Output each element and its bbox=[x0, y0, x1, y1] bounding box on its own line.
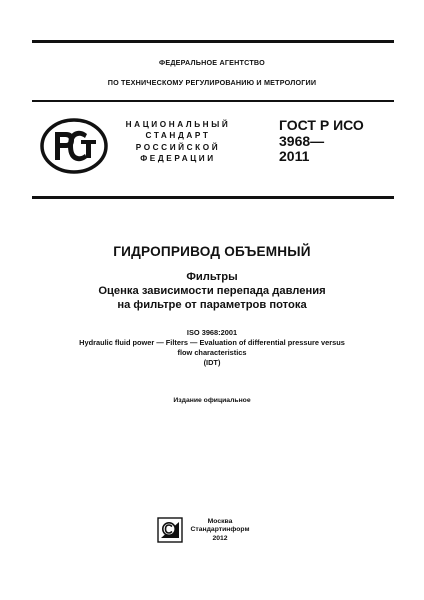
publisher-info bbox=[188, 518, 252, 543]
edition-note: Издание официальное bbox=[173, 397, 251, 404]
document-subtitle bbox=[0, 270, 424, 312]
document-title: ГИДРОПРИВОД ОБЪЕМНЫЙ bbox=[113, 244, 311, 259]
rst-certification-mark-icon bbox=[40, 118, 108, 174]
national-standard-line-1: НАЦИОНАЛЬНЫЙ bbox=[125, 120, 231, 129]
subtitle-line-1: Фильтры bbox=[186, 271, 238, 283]
subtitle-line-3: на фильтре от параметров потока bbox=[117, 299, 307, 311]
publisher-city: Москва bbox=[207, 518, 233, 525]
designation-line-2: 3968— bbox=[279, 132, 325, 149]
standard-designation bbox=[279, 118, 364, 165]
national-standard-block bbox=[118, 119, 238, 165]
agency-line-2: ПО ТЕХНИЧЕСКОМУ РЕГУЛИРОВАНИЮ И МЕТРОЛОГИИ bbox=[107, 78, 317, 87]
iso-title-line-1: Hydraulic fluid power — Filters — Evaluation of differential pressure versus bbox=[79, 338, 345, 347]
iso-reference bbox=[0, 328, 424, 368]
agency-line-1: ФЕДЕРАЛЬНОЕ АГЕНТСТВО bbox=[159, 58, 265, 67]
national-standard-line-2: СТАНДАРТ bbox=[145, 131, 211, 141]
middle-rule bbox=[32, 100, 394, 102]
publisher-name: Стандартинформ bbox=[190, 526, 250, 534]
publisher-year: 2012 bbox=[212, 534, 228, 542]
top-rule bbox=[32, 40, 394, 43]
bottom-rule bbox=[32, 196, 394, 199]
subtitle-line-2: Оценка зависимости перепада давления bbox=[98, 285, 326, 297]
iso-title-line-2: flow characteristics bbox=[177, 348, 247, 357]
designation-line-3: 2011 bbox=[279, 148, 310, 164]
iso-number: ISO 3968:2001 bbox=[186, 328, 238, 337]
national-standard-line-3: РОССИЙСКОЙ bbox=[135, 142, 221, 152]
designation-line-1: ГОСТ Р ИСО bbox=[279, 117, 364, 133]
iso-identity: (IDT) bbox=[203, 358, 221, 367]
standartinform-logo-icon bbox=[157, 517, 183, 543]
national-standard-line-4: ФЕДЕРАЦИИ bbox=[140, 154, 216, 164]
